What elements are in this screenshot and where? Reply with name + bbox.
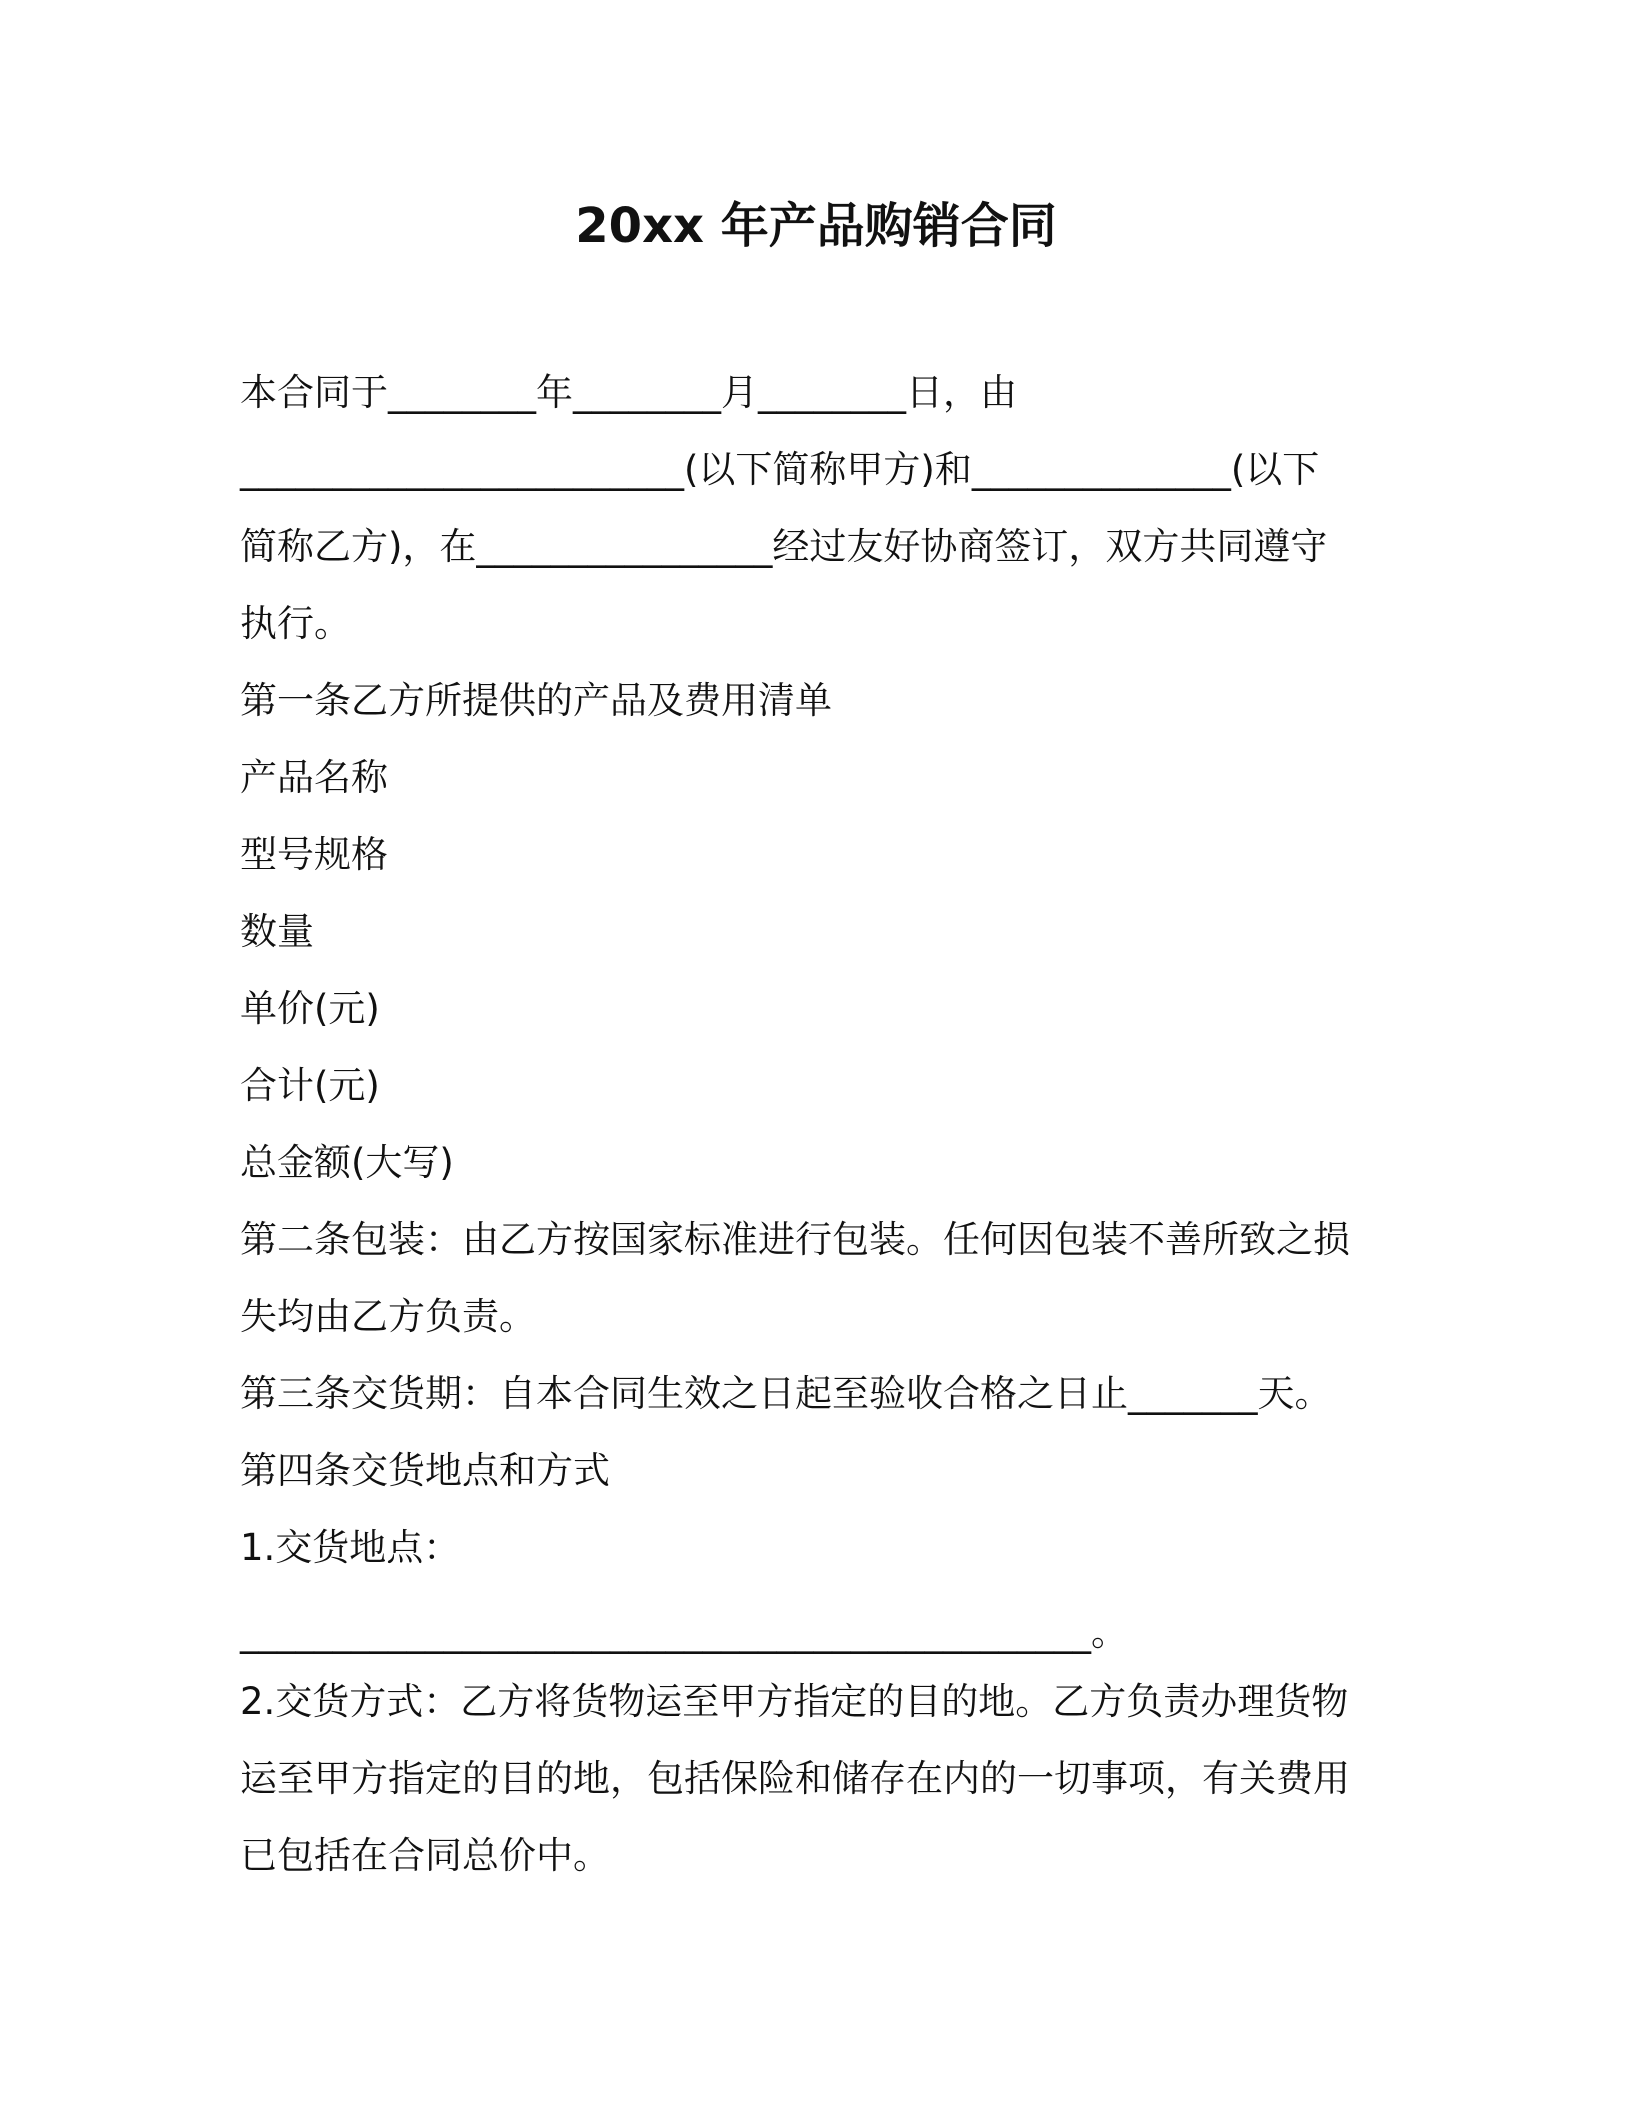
- delivery-location-blank: ______________________________________________。: [240, 1611, 1128, 1654]
- list-item-product-name: 产品名称: [240, 756, 388, 799]
- list-item-quantity: 数量: [240, 910, 314, 953]
- article-2-line-1: 第二条包装：由乙方按国家标准进行包装。任何因包装不善所致之损: [240, 1218, 1350, 1261]
- article-2-line-2: 失均由乙方负责。: [240, 1295, 536, 1338]
- contract-intro-line-3: 简称乙方)，在________________经过友好协商签订，双方共同遵守: [240, 525, 1328, 568]
- delivery-method-line-2: 运至甲方指定的目的地，包括保险和储存在内的一切事项，有关费用: [240, 1757, 1350, 1800]
- list-item-unit-price: 单价(元): [240, 987, 380, 1030]
- list-item-model-spec: 型号规格: [240, 833, 388, 876]
- delivery-method-line-1: 2.交货方式：乙方将货物运至甲方指定的目的地。乙方负责办理货物: [240, 1680, 1349, 1723]
- list-item-subtotal: 合计(元): [240, 1064, 380, 1107]
- article-3-line: 第三条交货期：自本合同生效之日起至验收合格之日止_______天。: [240, 1372, 1332, 1415]
- delivery-method-line-3: 已包括在合同总价中。: [240, 1834, 610, 1877]
- article-4-heading: 第四条交货地点和方式: [240, 1449, 610, 1492]
- article-1-heading: 第一条乙方所提供的产品及费用清单: [240, 679, 832, 722]
- contract-intro-line-4: 执行。: [240, 602, 351, 645]
- document-title: 20xx 年产品购销合同: [575, 198, 1057, 254]
- delivery-location-label: 1.交货地点：: [240, 1526, 461, 1569]
- contract-intro-line-1: 本合同于________年________月________日，由: [240, 371, 1017, 414]
- contract-intro-line-2: ________________________(以下简称甲方)和______________(以下: [240, 448, 1320, 491]
- list-item-total-amount: 总金额(大写): [240, 1141, 454, 1184]
